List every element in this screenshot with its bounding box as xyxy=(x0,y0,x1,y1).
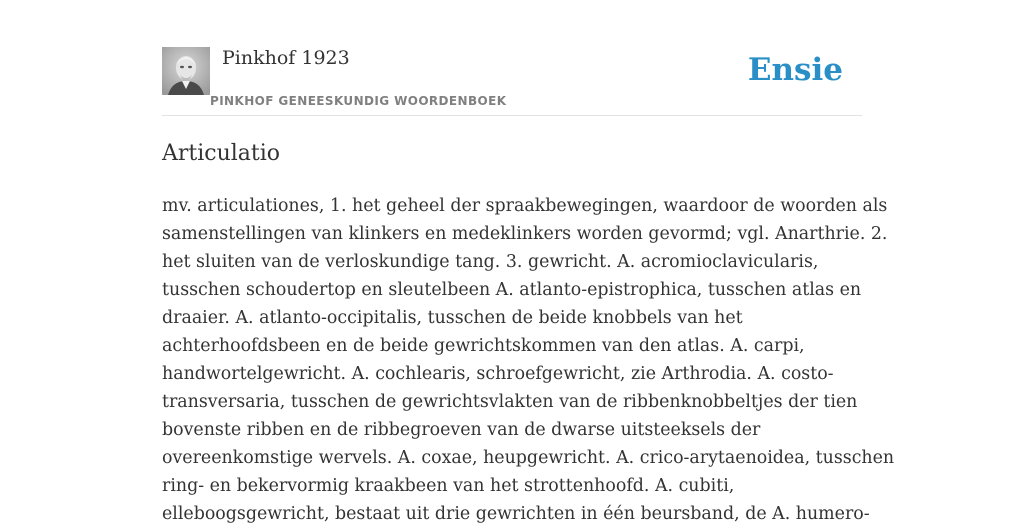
entry-line: achterhoofdsbeen en de beide gewrichtskommen van den atlas. A. carpi, xyxy=(162,336,805,356)
entry-line: mv. articulationes, 1. het geheel der spraakbewegingen, waardoor de woorden als xyxy=(162,196,888,216)
entry-line: ring- en bekervormig kraakbeen van het strottenhoofd. A. cubiti, xyxy=(162,476,735,496)
entry-line: elleboogsgewricht, bestaat uit drie gewrichten in één beursband, de A. humero- xyxy=(162,504,870,524)
entry-body xyxy=(162,192,895,528)
entry-title: Articulatio xyxy=(162,141,281,166)
entry-line: tusschen schoudertop en sleutelbeen A. atlanto-epistrophica, tusschen atlas en xyxy=(162,280,862,300)
header xyxy=(162,0,862,116)
entry-line: bovenste ribben en de ribbegroeven van de dwarse uitsteeksels der xyxy=(162,420,761,440)
header-divider xyxy=(162,115,862,116)
entry-line: samenstellingen van klinkers en medeklinkers worden gevormd; vgl. Anarthrie. 2. xyxy=(162,224,888,244)
author-portrait-graphic xyxy=(162,47,210,95)
author-portrait-icon[interactable] xyxy=(162,47,210,95)
entry-line: transversaria, tusschen de gewrichtsvlakten van de ribbenknobbeltjes der tien xyxy=(162,392,858,412)
author-name[interactable]: Pinkhof 1923 xyxy=(222,47,350,69)
entry-line: het sluiten van de verloskundige tang. 3. gewricht. A. acromioclavicularis, xyxy=(162,252,819,272)
entry-line: overeenkomstige wervels. A. coxae, heupgewricht. A. crico-arytaenoidea, tusschen xyxy=(162,448,895,468)
dictionary-label[interactable]: PINKHOF GENEESKUNDIG WOORDENBOEK xyxy=(210,94,507,108)
ensie-logo[interactable]: Ensie xyxy=(747,52,843,88)
entry-line: draaier. A. atlanto-occipitalis, tusschen de beide knobbels van het xyxy=(162,308,743,328)
entry-line: handwortelgewricht. A. cochlearis, schroefgewricht, zie Arthrodia. A. costo- xyxy=(162,364,834,384)
